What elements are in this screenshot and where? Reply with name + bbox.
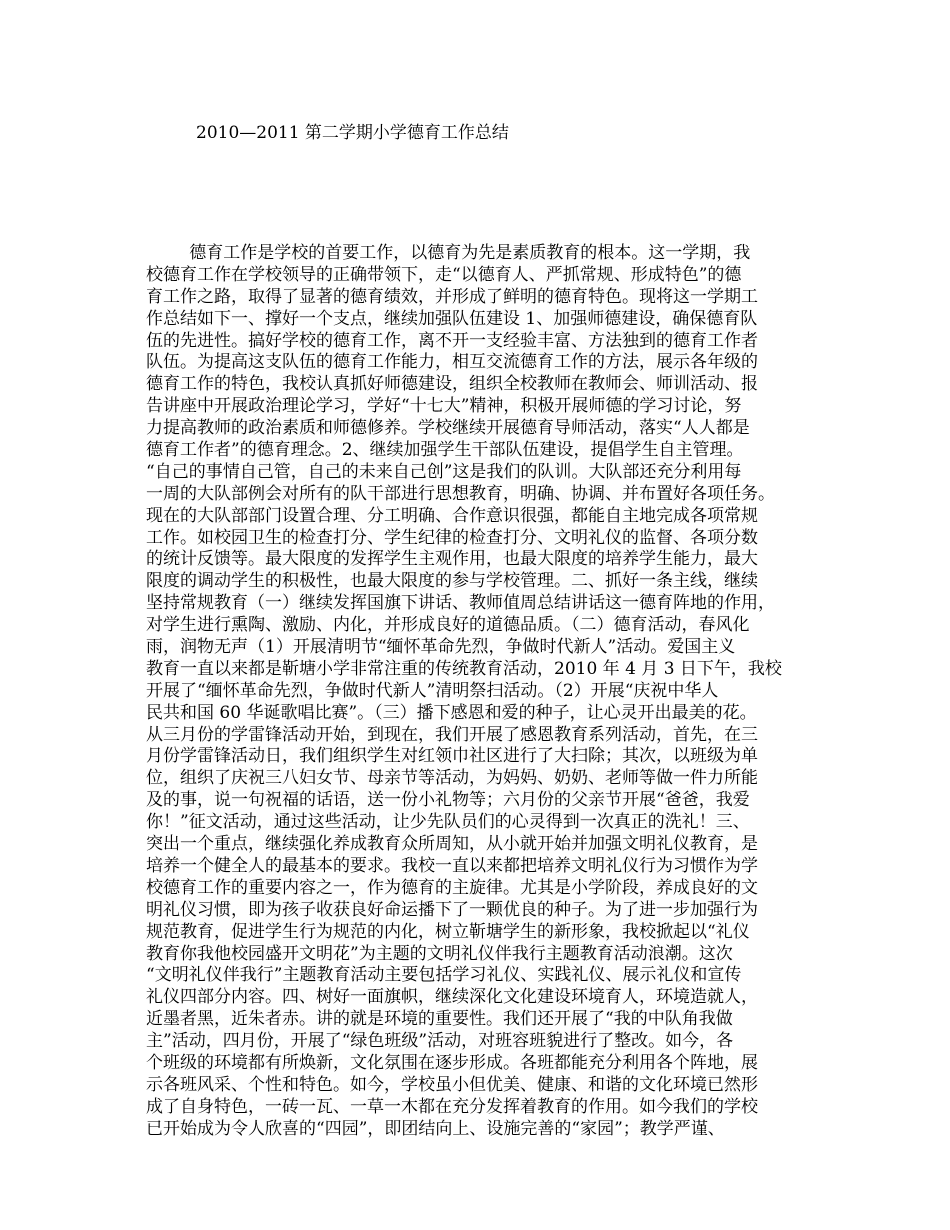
body-line: 规范教育，促进学生行为规范的内化，树立靳塘学生的新形象，我校掀起以“礼仪 xyxy=(146,921,750,942)
body-line: 民共和国 60 华诞歌唱比赛”。（三）播下感恩和爱的种子，让心灵开出最美的花。 xyxy=(146,702,757,723)
document-title: 2010—2011 第二学期小学德育工作总结 xyxy=(196,123,509,143)
body-line: 已开始成为令人欣喜的“四园”，即团结向上、设施完善的“家园”；教学严谨、 xyxy=(146,1118,725,1139)
body-line: 德育工作是学校的首要工作，以德育为先是素质教育的根本。这一学期，我 xyxy=(146,243,751,263)
body-line: 德育工作的特色，我校认真抓好师德建设，组织全校教师在教师会、师训活动、报 xyxy=(146,374,758,395)
body-line: 培养一个健全人的最基本的要求。我校一直以来都把培养文明礼仪行为习惯作为学 xyxy=(146,855,758,876)
body-line: 及的事，说一句祝福的话语，送一份小礼物等；六月份的父亲节开展“爸爸，我爱 xyxy=(146,790,750,811)
body-line: 教育你我他校园盛开文明花”为主题的文明礼仪伴我行主题教育活动浪潮。这次 xyxy=(146,943,733,964)
body-line: 示各班风采、个性和特色。如今，学校虽小但优美、健康、和谐的文化环境已然形 xyxy=(146,1074,758,1095)
body-line: 育工作之路，取得了显著的德育绩效，并形成了鲜明的德育特色。现将这一学期工 xyxy=(146,286,758,307)
body-line: 你！”征文活动，通过这些活动，让少先队员们的心灵得到一次真正的洗礼！三、 xyxy=(146,812,750,833)
body-line: 限度的调动学生的积极性，也最大限度的参与学校管理。二、抓好一条主线，继续 xyxy=(146,571,758,592)
body-line: 礼仪四部分内容。四、树好一面旗帜，继续深化文化建设环境育人，环境造就人， xyxy=(146,987,758,1008)
body-line: 个班级的环境都有所焕新，文化氛围在逐步形成。各班都能充分利用各个阵地，展 xyxy=(146,1052,758,1073)
body-line: 作总结如下一、撑好一个支点，继续加强队伍建设 1、加强师德建设，确保德育队 xyxy=(146,308,758,329)
body-line: 近墨者黑，近朱者赤。讲的就是环境的重要性。我们还开展了“我的中队角我做 xyxy=(146,1009,733,1030)
body-line: 工作。如校园卫生的检查打分、学生纪律的检查打分、文明礼仪的监督、各项分数 xyxy=(146,527,758,548)
body-line: “文明礼仪伴我行”主题教育活动主要包括学习礼仪、实践礼仪、展示礼仪和宣传 xyxy=(146,965,742,986)
body-line: 开展了“缅怀革命先烈，争做时代新人”清明祭扫活动。（2）开展“庆祝中华人 xyxy=(146,680,719,701)
body-line: 对学生进行熏陶、激励、内化，并形成良好的道德品质。（二）德育活动，春风化 xyxy=(146,615,750,636)
document-body xyxy=(146,243,822,1141)
body-line: 德育工作者”的德育理念。2、继续加强学生干部队伍建设，提倡学生自主管理。 xyxy=(146,440,744,461)
body-line: 位，组织了庆祝三八妇女节、母亲节等活动，为妈妈、奶奶、老师等做一件力所能 xyxy=(146,768,758,789)
body-line: 伍的先进性。搞好学校的德育工作，离不开一支经验丰富、方法独到的德育工作者 xyxy=(146,330,758,351)
body-line: 的统计反馈等。最大限度的发挥学生主观作用，也最大限度的培养学生能力，最大 xyxy=(146,549,758,570)
body-line: “自己的事情自己管，自己的未来自己创”这是我们的队训。大队部还充分利用每 xyxy=(146,461,742,482)
body-line: 力提高教师的政治素质和师德修养。学校继续开展德育导师活动，落实“人人都是 xyxy=(146,418,750,439)
body-line: 坚持常规教育（一）继续发挥国旗下讲话、教师值周总结讲话这一德育阵地的作用， xyxy=(146,593,775,614)
body-line: 告讲座中开展政治理论学习，学好“十七大”精神，积极开展师德的学习讨论，努 xyxy=(146,396,742,417)
body-line: 从三月份的学雷锋活动开始，到现在，我们开展了感恩教育系列活动，首先，在三 xyxy=(146,724,758,745)
body-line: 突出一个重点，继续强化养成教育众所周知，从小就开始并加强文明礼仪教育，是 xyxy=(146,834,758,855)
body-line: 校德育工作的重要内容之一，作为德育的主旋律。尤其是小学阶段，养成良好的文 xyxy=(146,877,758,898)
body-line: 校德育工作在学校领导的正确带领下，走“以德育人、严抓常规、形成特色”的德 xyxy=(146,264,742,285)
body-line: 队伍。为提高这支队伍的德育工作能力，相互交流德育工作的方法，展示各年级的 xyxy=(146,352,758,373)
body-line: 教育一直以来都是靳塘小学非常注重的传统教育活动，2010 年 4 月 3 日下午，我校 xyxy=(146,658,782,679)
body-line: 现在的大队部部门设置合理、分工明确、合作意识很强，都能自主地完成各项常规 xyxy=(146,505,758,526)
body-line: 雨，润物无声（1）开展清明节“缅怀革命先烈，争做时代新人”活动。爱国主义 xyxy=(146,637,736,658)
body-line: 一周的大队部例会对所有的队干部进行思想教育，明确、协调、并布置好各项任务。 xyxy=(146,483,775,504)
body-line: 主”活动，四月份，开展了“绿色班级”活动，对班容班貌进行了整改。如今，各 xyxy=(146,1031,734,1052)
body-line: 成了自身特色，一砖一瓦、一草一木都在充分发挥着教育的作用。如今我们的学校 xyxy=(146,1096,758,1117)
body-line: 月份学雷锋活动日，我们组织学生对红领巾社区进行了大扫除；其次，以班级为单 xyxy=(146,746,758,767)
body-line: 明礼仪习惯，即为孩子收获良好命运播下了一颗优良的种子。为了进一步加强行为 xyxy=(146,899,758,920)
